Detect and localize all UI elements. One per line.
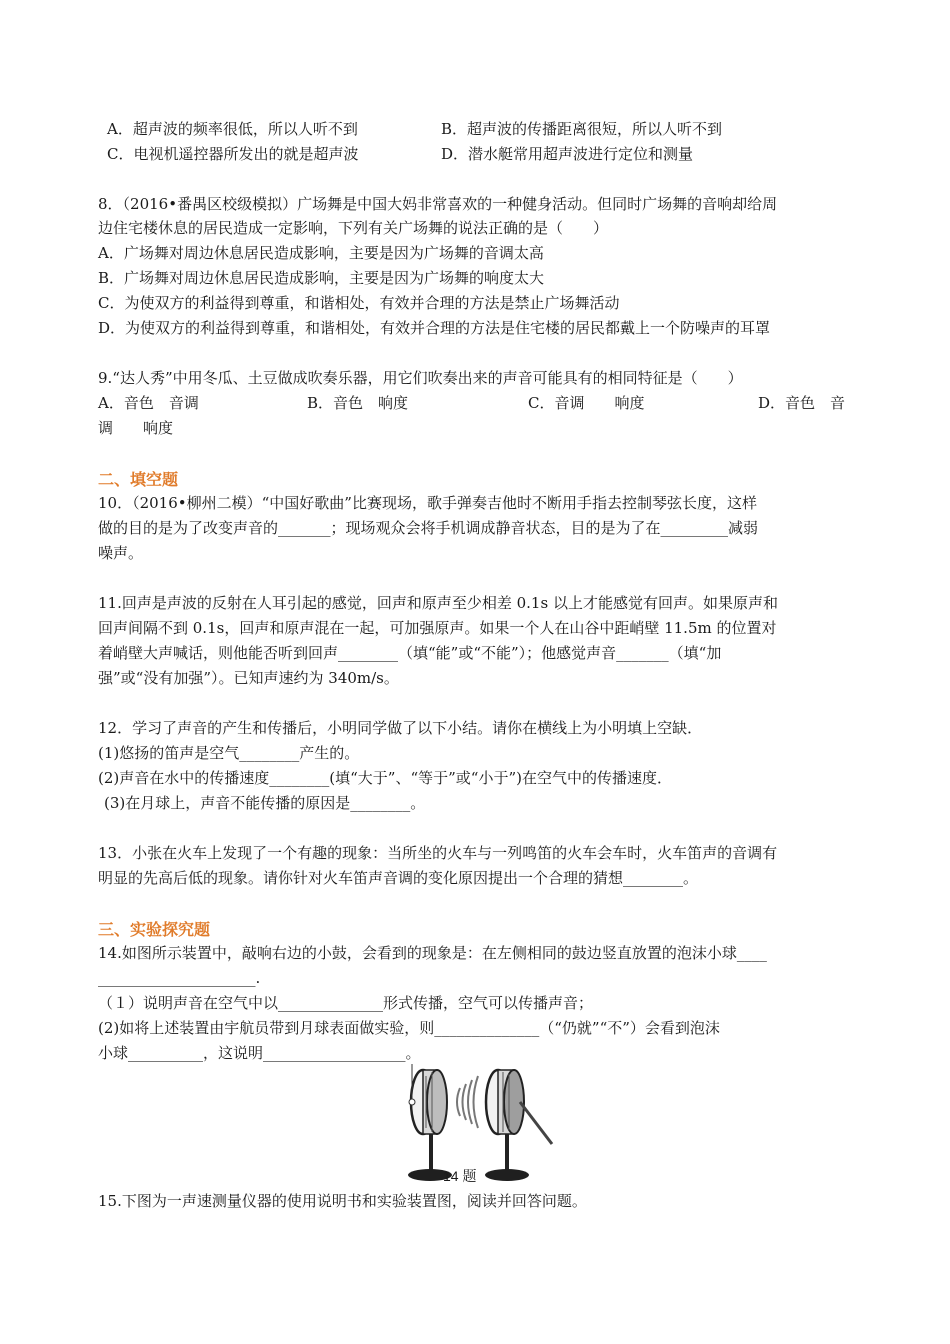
q14-line3: （１）说明声音在空气中以______________形式传播，空气可以传播声音；	[98, 994, 594, 1012]
q9-option-d: D．音色 音	[758, 394, 846, 412]
q15-line1: 15.下图为一声速测量仪器的使用说明书和实验装置图，阅读并回答问题。	[98, 1192, 587, 1210]
drumstick	[520, 1102, 552, 1144]
q14-line4: (2)如将上述装置由宇航员带到月球表面做实验，则______________（“仍就”“不”）会看到泡沫	[98, 1019, 720, 1037]
q14-line1: 14.如图所示装置中，敲响右边的小鼓，会看到的现象是：在左侧相同的鼓边竖直放置的泡沫小球____	[98, 944, 767, 962]
q7-option-d: D．潜水艇常用超声波进行定位和测量	[441, 145, 694, 163]
q7-option-b: B．超声波的传播距离很短，所以人听不到	[441, 120, 723, 138]
drums-figure	[390, 1062, 590, 1184]
q12-line4: (3)在月球上，声音不能传播的原因是________。	[104, 794, 426, 812]
figure-caption: 14 题	[443, 1168, 477, 1184]
q8-stem-line2: 边住宅楼休息的居民造成一定影响，下列有关广场舞的说法正确的是（ ）	[98, 219, 609, 237]
q8-option-d: D．为使双方的利益得到尊重，和谐相处，有效并合理的方法是住宅楼的居民都戴上一个防噪声的耳罩	[98, 319, 771, 337]
right-stand	[485, 1134, 529, 1181]
q13-line1: 13．小张在火车上发现了一个有趣的现象：当所坐的火车与一列鸣笛的火车会车时，火车笛声的音调有	[98, 844, 778, 862]
right-drum	[486, 1070, 524, 1134]
q11-line4: 强”或“没有加强”）。已知声速约为 340m/s。	[98, 669, 399, 687]
q9-option-d-cont: 调 响度	[98, 419, 174, 437]
q8-option-c: C．为使双方的利益得到尊重，和谐相处，有效并合理的方法是禁止广场舞活动	[98, 294, 620, 312]
q11-line1: 11.回声是声波的反射在人耳引起的感觉，回声和原声至少相差 0.1s 以上才能感觉有回声。如果原声和	[98, 594, 778, 612]
q12-line3: (2)声音在水中的传播速度________(填“大于”、“等于”或“小于”)在空气中的传播速度．	[98, 769, 672, 787]
left-drum	[411, 1070, 447, 1134]
q11-line2: 回声间隔不到 0.1s，回声和原声混在一起，可加强原声。如果一个人在山谷中距峭壁 11.5m 的位置对	[98, 619, 777, 637]
q14-line2: _____________________.	[98, 969, 261, 987]
q8-stem-line1: 8．（2016•番禺区校级模拟）广场舞是中国大妈非常喜欢的一种健身活动。但同时广场舞的音响却给周	[98, 195, 778, 213]
q13-line2: 明显的先高后低的现象。请你针对火车笛声音调的变化原因提出一个合理的猜想________。	[98, 869, 699, 887]
q9-stem: 9.“达人秀”中用冬瓜、土豆做成吹奏乐器，用它们吹奏出来的声音可能具有的相同特征是（ ）	[98, 369, 743, 387]
q9-option-b: B．音色 响度	[307, 394, 409, 412]
q8-option-b: B．广场舞对周边休息居民造成影响，主要是因为广场舞的响度太大	[98, 269, 545, 287]
q7-option-c: C．电视机遥控器所发出的就是超声波	[107, 145, 359, 163]
q9-option-c: C．音调 响度	[528, 394, 645, 412]
q7-option-a: A．超声波的频率很低，所以人听不到	[107, 120, 358, 138]
section-fill-in-title: 二、填空题	[98, 470, 179, 489]
q10-line1: 10．（2016•柳州二模）“中国好歌曲”比赛现场，歌手弹奏吉他时不断用手指去控制琴弦长度，这样	[98, 494, 757, 512]
q9-option-a: A．音色 音调	[98, 394, 199, 412]
q10-line2: 做的目的是为了改变声音的_______；现场观众会将手机调成静音状态，目的是为了在_________减弱	[98, 519, 759, 537]
q11-line3: 着峭壁大声喊话，则他能否听到回声________（填“能”或“不能”）；他感觉声音_______（填“加	[98, 644, 722, 662]
section-experiment-title: 三、实验探究题	[98, 920, 211, 939]
q12-line2: (1)悠扬的笛声是空气________产生的。	[98, 744, 360, 762]
q12-line1: 12．学习了声音的产生和传播后，小明同学做了以下小结。请你在横线上为小明填上空缺．	[98, 719, 703, 737]
q14-line5: 小球__________，这说明___________________。	[98, 1044, 421, 1062]
q8-option-a: A．广场舞对周边休息居民造成影响，主要是因为广场舞的音调太高	[98, 244, 544, 262]
q10-line3: 噪声。	[98, 544, 144, 562]
sound-waves	[457, 1076, 478, 1128]
foam-ball	[409, 1099, 415, 1105]
